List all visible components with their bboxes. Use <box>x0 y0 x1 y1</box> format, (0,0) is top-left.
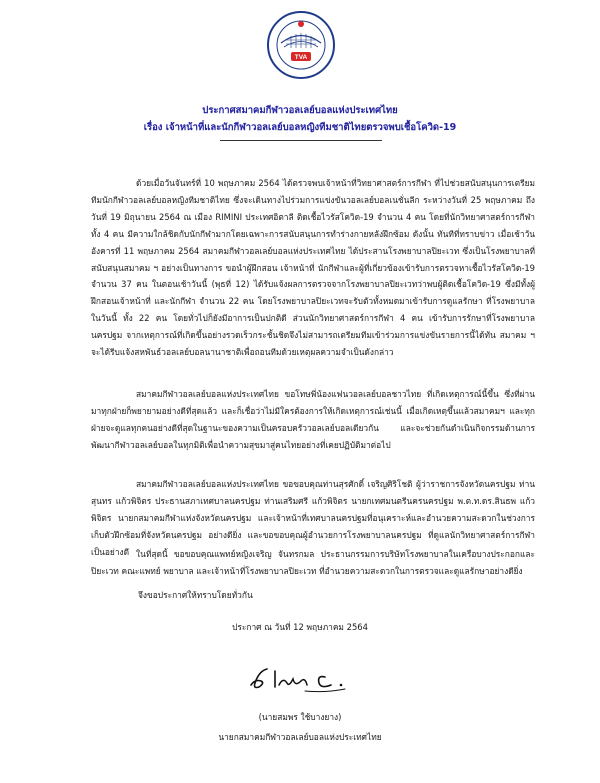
signer-name: (นายสมพร ใช้บางยาง) <box>258 712 342 722</box>
paragraph-1-text: ด้วยเมื่อวันจันทร์ที่ 10 พฤษภาคม 2564 ได้ตรวจพบเจ้าหน้าที่วิทยาศาสตร์การกีฬา ที่ไปช่วยสนับสนุนการเตรียมทีมนักกีฬาวอลเลย์บอลหญิงทีมชาติไทย ซึ่งจะเดินทางไปร่วมการแข่งขันวอลเลย์บอลเนชั่นลีก ระหว่างวันที่ 25 พฤษภาคม ถึงวันที่ 19 มิถุนายน 2564 ณ เมือง RIMINI ประเทศอิตาลี ติดเชื้อไวรัสโควิด-19 จำนวน 4 คน โดยที่นักวิทยาศาสตร์การกีฬาทั้ง 4 คน มีความใกล้ชิดกับนักกีฬามากโดยเฉพาะการสนับสนุนการทำร่างกายหลังฝึกซ้อม ดังนั้น ทันทีที่ทราบข่าว เมื่อเช้าวันอังคารที่ 11 พฤษภาคม 2564 สมาคมกีฬาวอลเลย์บอลแห่งประเทศไทย ได้ประสานโรงพยาบาลปิยะเวท ซึ่งเป็นโรงพยาบาลที่สนับสนุนสมาคม ฯ อย่างเป็นทางการ ขอนำผู้ฝึกสอน เจ้าหน้าที่ นักกีฬาและผู้ที่เกี่ยวข้องเข้ารับการตรวจหาเชื้อไวรัสโควิด-19 จำนวน 37 คน ในตอนเช้าวันนี้ (พุธที่ 12) ได้รับแจ้งผลการตรวจจากโรงพยาบาลปิยะเวทว่าพบผู้ติดเชื้อโควิด-19 ซึ่งมีทั้งผู้ฝึกสอนเจ้าหน้าที่ และนักกีฬา จำนวน 22 คน โดยโรงพยาบาลปิยะเวทจะรับตัวทั้งหมดมาเข้ารับการดูแลรักษา ที่โรงพยาบาลในวันนี้ ทั้ง 22 คน โดยทั่วไปก็ยังมีอาการเป็นปกติดี ส่วนนักวิทยาศาสตร์การกีฬา 4 คน เข้ารับการรักษาที่โรงพยาบาลนครปฐม จากเหตุการณ์ที่เกิดขึ้นอย่างรวดเร็วกระชั้นชิดจึงไม่สามารถเตรียมทีมเข้าร่วมการแข่งขันรายการนี้ได้ทัน สมาคม ฯ จะได้รีบแจ้งสหพันธ์วอลเลย์บอลนานาชาติเพื่อถอนทีมด้วยเหตุผลความจำเป็นดังกล่าว <box>91 178 535 358</box>
announcement-title: ประกาศสมาคมกีฬาวอลเลย์บอลแห่งประเทศไทย <box>202 105 398 116</box>
handwritten-signature-icon <box>245 657 385 697</box>
tva-logo-icon <box>266 10 336 80</box>
signer-title: นายกสมาคมกีฬาวอลเลย์บอลแห่งประเทศไทย <box>218 732 382 742</box>
announcement-date: ประกาศ ณ วันที่ 12 พฤษภาคม 2564 <box>232 622 368 632</box>
paragraph-3-text: สมาคมกีฬาวอลเลย์บอลแห่งประเทศไทย ขอขอบคุณท่านสุรศักดิ์ เจริญศิริโชติ ผู้ว่าราชการจังหวัดนครปฐม ท่านสุนทร แก้วพิจิตร ประธานสภาเทศบาลนครปฐม ท่านเสริมศรี แก้วพิจิตร นายกเทศมนตรีนครนครปฐม พ.ต.ท.ดร.สินธพ แก้วพิจิตร นายกสมาคมกีฬาแห่งจังหวัดนครปฐม และเจ้าหน้าที่เทศบาลนครปฐมที่อนุเคราะห์และอำนวยความสะดวกในช่วงการเก็บตัวฝึกซ้อมที่จังหวัดนครปฐม อย่างดียิ่ง และขอขอบคุณผู้อำนวยการโรงพยาบาลนครปฐม ที่ดูแลนักวิทยาศาสตร์การกีฬาเป็นอย่างดี <box>91 479 535 557</box>
body-paragraph-2 <box>91 386 535 454</box>
logo-badge-text: TVA <box>294 54 308 61</box>
announcement-subject: เรื่อง เจ้าหน้าที่และนักกีฬาวอลเลย์บอลหญิงทีมชาติไทยตรวจพบเชื้อโควิด-19 <box>143 122 457 133</box>
paragraph-2-text: สมาคมกีฬาวอลเลย์บอลแห่งประเทศไทย ขอโทษพี่น้องแฟนวอลเลย์บอลชาวไทย ที่เกิดเหตุการณ์นี้ขึ้น ซึ่งที่ผ่านมาทุกฝ่ายก็พยายามอย่างดีที่สุดแล้ว และก็เชื่อว่าไม่มีใครต้องการให้เกิดเหตุการณ์เช่นนี้ เมื่อเกิดเหตุขึ้นแล้วสมาคมฯ และทุกฝ่ายจะดูแลทุกคนอย่างดีที่สุดในฐานะของความเป็นครอบครัววอลเลย์บอลเดียวกัน และจะช่วยกันดำเนินกิจกรรมด้านการพัฒนากีฬาวอลเลย์บอลในทุกมิติเพื่อนำความสุขมาสู่คนไทยอย่างที่เคยปฏิบัติมาต่อไป <box>91 389 535 450</box>
paragraph-4-text: ในที่สุดนี้ ขอขอบคุณแพทย์หญิงเจริญ จันทรกมล ประธานกรรมการบริษัทโรงพยาบาลในเครือบางประกอกและปิยะเวท คณะแพทย์ พยาบาล และเจ้าหน้าที่โรงพยาบาลปิยะเวท ที่อำนวยความสะดวกในการตรวจและดูแลรักษาอย่างดียิ่ง <box>91 549 535 576</box>
association-logo <box>266 10 336 80</box>
signature-image <box>245 657 385 697</box>
title-underline <box>220 140 382 141</box>
body-paragraph-1 <box>91 175 535 361</box>
closing-statement: จึงขอประกาศให้ทราบโดยทั่วกัน <box>138 590 253 600</box>
body-paragraph-4 <box>91 546 535 580</box>
